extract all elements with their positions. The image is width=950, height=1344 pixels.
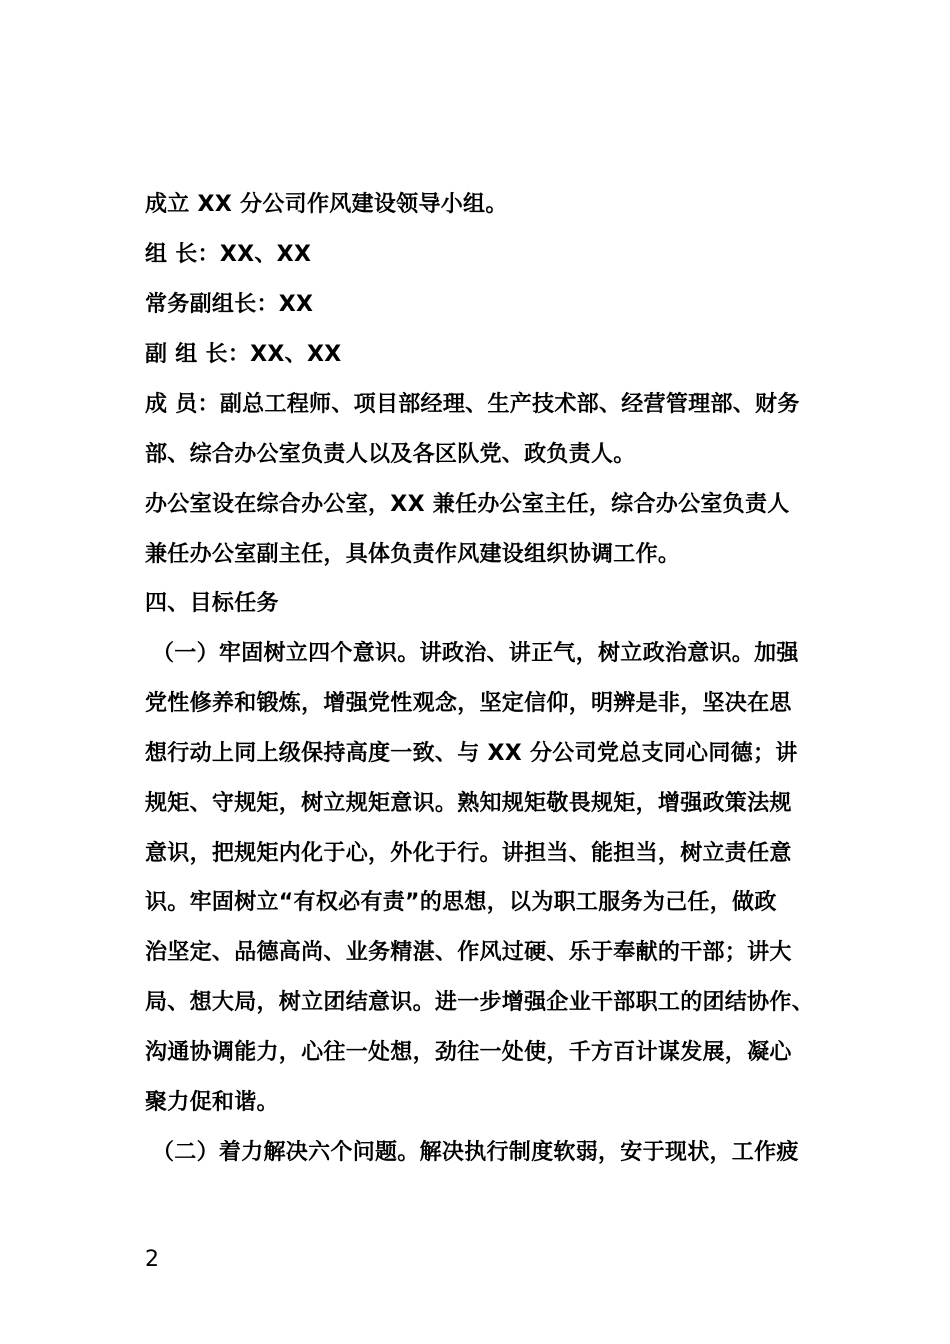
text-line: 部、综合办公室负责人以及各区队党、政负责人。 bbox=[145, 442, 636, 467]
text-line: 办公室设在综合办公室，XX 兼任办公室主任，综合办公室负责人 bbox=[145, 492, 790, 517]
text-line: 意识，把规矩内化于心，外化于行。讲担当、能担当，树立责任意 bbox=[145, 841, 792, 866]
text-line: 规矩、守规矩，树立规矩意识。熟知规矩敬畏规矩，增强政策法规 bbox=[145, 791, 792, 816]
text-line: 治坚定、品德高尚、业务精湛、作风过硬、乐于奉献的干部；讲大 bbox=[145, 940, 792, 965]
text-line: 沟通协调能力，心往一处想，劲往一处使，千方百计谋发展，凝心 bbox=[145, 1040, 792, 1065]
text-line: 聚力促和谐。 bbox=[145, 1090, 279, 1115]
page-number: 2 bbox=[145, 1247, 159, 1272]
text-line: （一）牢固树立四个意识。讲政治、讲正气，树立政治意识。加强 bbox=[152, 641, 799, 666]
text-line: 组 长：XX、XX bbox=[145, 242, 312, 267]
text-line: （二）着力解决六个问题。解决执行制度软弱，安于现状，工作疲 bbox=[152, 1140, 799, 1165]
text-line: 常务副组长：XX bbox=[145, 292, 314, 317]
text-line: 成立 XX 分公司作风建设领导小组。 bbox=[145, 192, 508, 217]
text-line: 党性修养和锻炼，增强党性观念，坚定信仰，明辨是非，坚决在思 bbox=[145, 691, 792, 716]
section-heading: 四、目标任务 bbox=[145, 591, 279, 616]
text-line: 局、想大局，树立团结意识。进一步增强企业干部职工的团结协作、 bbox=[145, 990, 815, 1015]
text-line: 兼任办公室副主任，具体负责作风建设组织协调工作。 bbox=[145, 542, 681, 567]
text-line: 识。牢固树立“有权必有责”的思想，以为职工服务为己任，做政 bbox=[145, 890, 777, 915]
text-line: 成 员：副总工程师、项目部经理、生产技术部、经营管理部、财务 bbox=[145, 392, 800, 417]
text-line: 副 组 长：XX、XX bbox=[145, 342, 342, 367]
text-line: 想行动上同上级保持高度一致、与 XX 分公司党总支同心同德；讲 bbox=[145, 741, 798, 766]
